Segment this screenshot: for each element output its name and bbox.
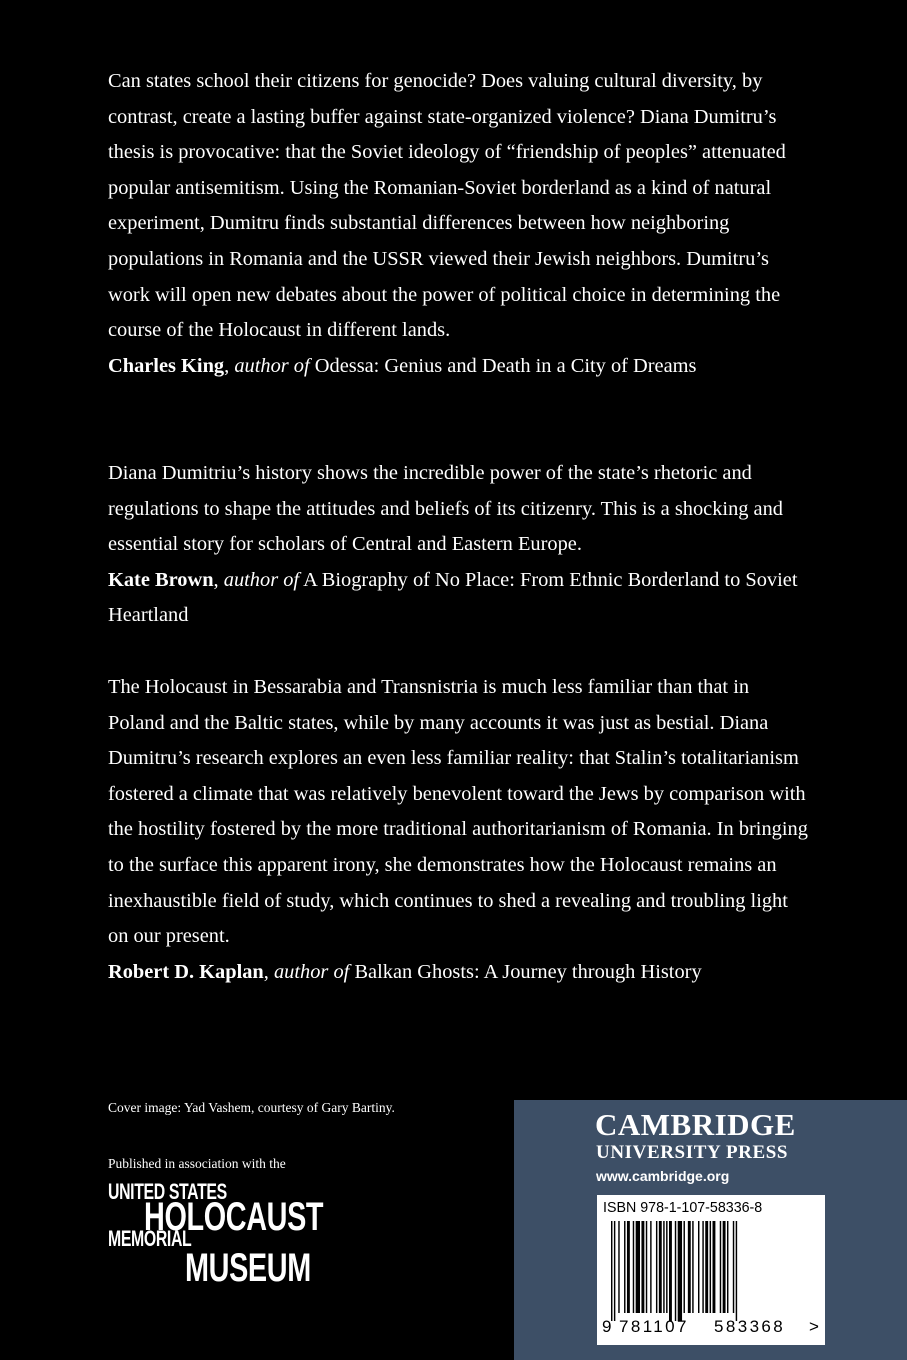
barcode-bar (656, 1221, 657, 1313)
logo-line-memorial: MEMORIAL (108, 1226, 192, 1251)
barcode-bar (736, 1221, 737, 1321)
barcode-bar (675, 1221, 676, 1321)
endorsement-charles-king (108, 64, 808, 384)
isbn-barcode-box (597, 1195, 825, 1345)
barcode-digit-group-left: 781107 (619, 1317, 689, 1336)
barcode-bar (659, 1221, 662, 1313)
barcode-bar (727, 1221, 728, 1313)
endorser-role: author of (234, 354, 310, 377)
endorser-work: Odessa: Genius and Death in a City of Dreams (314, 354, 697, 377)
published-association-note: Published in association with the (108, 1156, 286, 1171)
ushmm-logo (106, 1180, 346, 1290)
barcode-bar (710, 1221, 711, 1313)
barcode-bar (663, 1221, 664, 1313)
barcode-bar (627, 1221, 630, 1313)
endorser-name: Robert D. Kaplan (108, 960, 264, 983)
logo-line-united-states: UNITED STATES (108, 1179, 227, 1204)
endorser-work: A Biography of No Place: From Ethnic Borderland to Soviet Heartland (108, 568, 798, 627)
barcode-bar (702, 1221, 703, 1313)
barcode-bar (692, 1221, 693, 1313)
endorsement-robert-kaplan (108, 670, 808, 990)
publisher-name: CAMBRIDGE (595, 1107, 796, 1142)
endorsement-kate-brown (108, 456, 808, 634)
barcode-bar (713, 1221, 716, 1313)
barcode-graphic (607, 1221, 815, 1321)
endorser-role: author of (273, 960, 350, 983)
publisher-url: www.cambridge.org (596, 1168, 730, 1184)
endorser-role: author of (223, 568, 300, 591)
publisher-subtitle: UNIVERSITY PRESS (596, 1142, 789, 1163)
barcode-bar (650, 1221, 651, 1313)
barcode-bar (733, 1221, 734, 1313)
barcode-bar (684, 1221, 685, 1313)
endorsement-text: The Holocaust in Bessarabia and Transnistria is much less familiar than that in Poland and the Baltic states, while by many accounts it was just as bestial. Diana Dumitru’s research explores an even less familiar reality: that Stalin’s totalitarianism fostered a climate that was relatively benevolent toward the Jews by comparison with the hostility fostered by the more traditional authoritarianism of Romania. In bringing to the surface this apparent irony, she demonstrates how the Holocaust remains an inexhaustible field of study, which continues to shed a revealing and troubling light on our present. (108, 676, 808, 948)
barcode-bar (669, 1221, 672, 1321)
barcode-bar (666, 1221, 667, 1313)
endorser-name: Kate Brown (108, 568, 214, 591)
isbn-label: ISBN 978-1-107-58336-8 (603, 1199, 763, 1216)
barcode-quiet-zone-mark: > (809, 1317, 819, 1336)
barcode-bar (611, 1221, 612, 1321)
barcode-bar (618, 1221, 619, 1313)
barcode-bar (646, 1221, 647, 1313)
endorsement-text: Can states school their citizens for genocide? Does valuing cultural diversity, by contrast, create a lasting buffer against state-organized violence? Diana Dumitru’s thesis is provocative: that the Soviet ideology of “friendship of peoples” attenuated popular antisemitism. Using the Romanian-Soviet borderland as a kind of natural experiment, Dumitru finds substantial differences between how neighboring populations in Romania and the USSR viewed their Jewish neighbors. Dumitru’s work will open new debates about the power of political choice in determining the course of the Holocaust in different lands. (108, 70, 786, 342)
barcode-bar (720, 1221, 721, 1313)
barcode-bar (705, 1221, 708, 1313)
barcode-bar (678, 1221, 682, 1321)
endorser-name: Charles King (108, 354, 225, 377)
barcode-bar (688, 1221, 691, 1313)
logo-line-holocaust: HOLOCAUST (144, 1195, 324, 1239)
barcode-bar (723, 1221, 726, 1313)
barcode-first-digit: 9 (602, 1317, 612, 1336)
endorsement-text: Diana Dumitriu’s history shows the incredible power of the state’s rhetoric and regulations to shape the attitudes and beliefs of its citizenry. This is a shocking and essential story for scholars of Central and Eastern Europe. (108, 462, 784, 556)
endorsement-attribution: Kate Brown, author of A Biography of No Place: From Ethnic Borderland to Soviet Heartland (108, 568, 798, 627)
endorsement-attribution: Charles King, author of Odessa: Genius and Death in a City of Dreams (108, 354, 697, 377)
barcode-digit-group-right: 583368 (714, 1317, 786, 1336)
barcode-bar (633, 1221, 634, 1313)
barcode-bar (636, 1221, 640, 1313)
publisher-panel (514, 1100, 907, 1360)
cover-image-credit: Cover image: Yad Vashem, courtesy of Gary Bartiny. (108, 1100, 395, 1115)
barcode-bar (698, 1221, 699, 1313)
barcode-bar (641, 1221, 644, 1313)
logo-line-museum: MUSEUM (185, 1246, 311, 1290)
barcode-bar (614, 1221, 615, 1321)
endorser-work: Balkan Ghosts: A Journey through History (354, 960, 702, 983)
endorsement-attribution: Robert D. Kaplan, author of Balkan Ghosts: A Journey through History (108, 960, 702, 983)
barcode-bar (624, 1221, 625, 1313)
